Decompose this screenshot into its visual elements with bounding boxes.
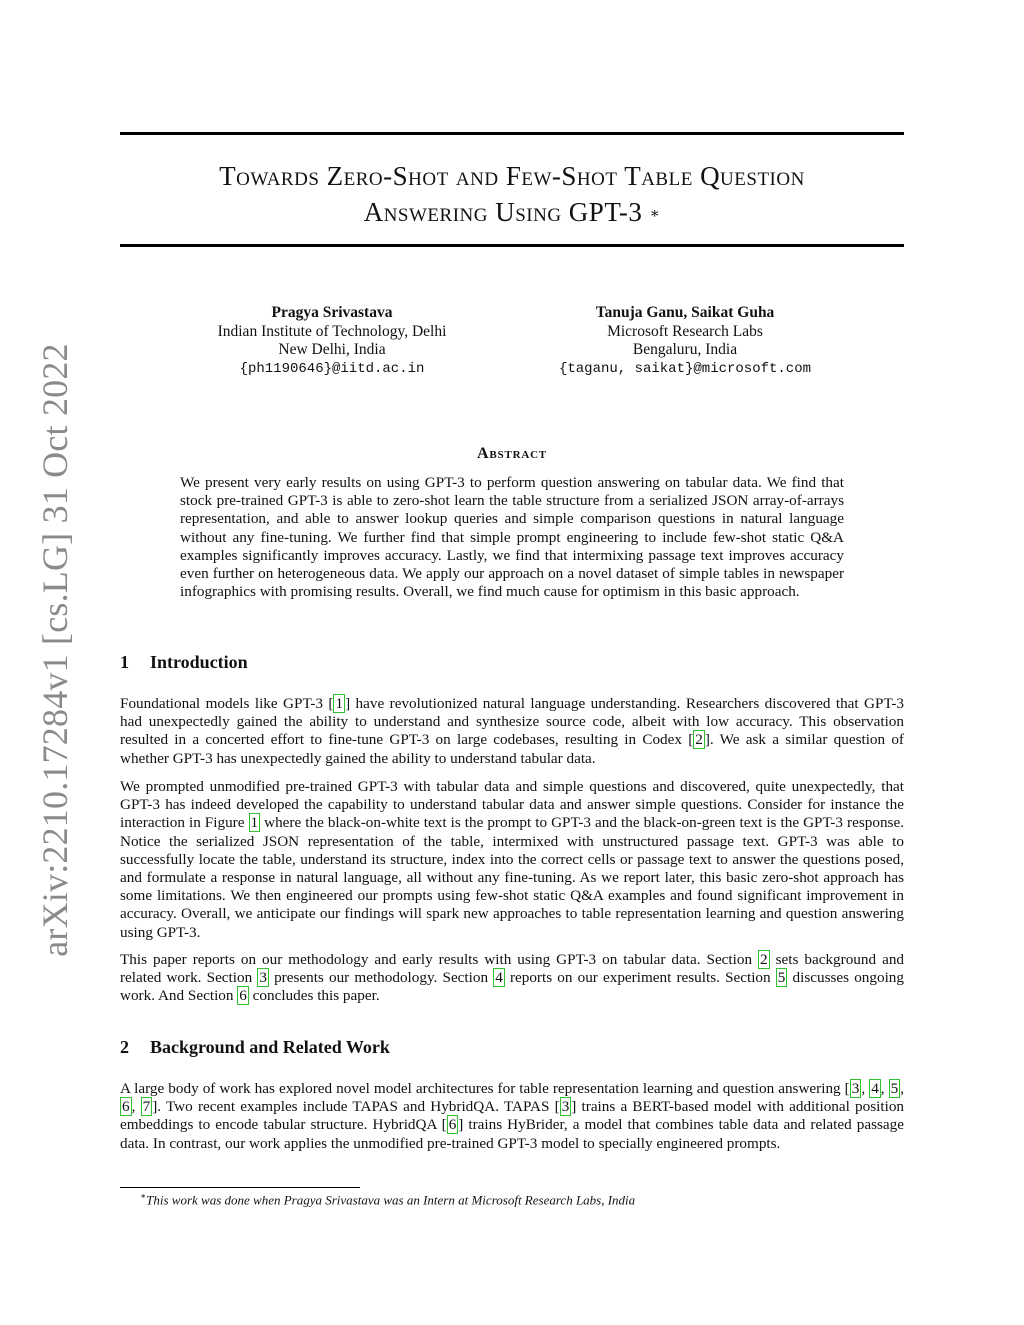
- citation-link[interactable]: 2: [695, 731, 703, 749]
- paragraph: This paper reports on our methodology and early results with using GPT-3 on tabular data. Section 2 sets background and related work. Section 3 presents our methodology. Section 4 reports on our experiment results. Section 5 discusses ongoing work. And Section 6 concludes this paper.: [120, 951, 905, 1005]
- title-rule-bottom: [120, 244, 904, 247]
- citation-link[interactable]: 4: [871, 1080, 879, 1097]
- abstract-text: We present very early results on using GPT-3 to perform question answering on tabular data. We find that stock pre-trained GPT-3 is able to zero-shot learn the table structure from a serialized JSON array-of-arrays representation, and able to answer lookup queries and simple comparison questions in natural language without any fine-tuning. We further find that simple prompt engineering to include few-shot static Q&A examples significantly improves accuracy. Lastly, we find that intermixing passage text improves accuracy even further on heterogeneous data. We apply our approach on a novel dataset of simple tables in newspaper infographics with promising results. Overall, we find much cause for optimism in this basic approach.: [180, 474, 844, 601]
- citation-link[interactable]: 6: [122, 1098, 130, 1116]
- author-name: Pragya Srivastava: [271, 304, 393, 321]
- citation-link[interactable]: 5: [890, 1080, 899, 1097]
- footnote-text: This work was done when Pragya Srivastava was an Intern at Microsoft Research Labs, India: [146, 1192, 636, 1208]
- footnote-marker: ∗: [140, 1191, 147, 1201]
- author-affiliation: Microsoft Research Labs: [607, 322, 763, 340]
- paragraph: A large body of work has explored novel model architectures for table representation learning and question answering [ 3 , 4 , 5 , 6 , 7 ]. Two recent examples include TAPAS and HybridQA. TAPAS [ 3 ] trains a BERT-based model with additional position embeddings to encode tabular structure. HybridQA [ 6 ] trains HyBrider, a model that combines table data and related passage data. In contrast, our work applies the unmodified pre-trained GPT-3 model to specially engineered prompts.: [120, 1080, 905, 1152]
- citation-link[interactable]: 1: [335, 695, 344, 712]
- section-number: 1: [120, 652, 129, 672]
- citation-link[interactable]: 3: [561, 1098, 570, 1116]
- author-name: Tanuja Ganu, Saikat Guha: [595, 304, 775, 321]
- author-email: {taganu, saikat}@microsoft.com: [558, 360, 812, 377]
- author-location: Bengaluru, India: [632, 341, 738, 358]
- section-link[interactable]: 4: [495, 969, 503, 987]
- abstract-heading: Abstract: [477, 445, 547, 462]
- section-link[interactable]: 2: [760, 951, 768, 968]
- arxiv-stamp: arXiv:2210.17284v1 [cs.LG] 31 Oct 2022: [35, 343, 75, 957]
- section-link[interactable]: 5: [777, 969, 786, 987]
- author-email: {ph1190646}@iitd.ac.in: [239, 360, 425, 377]
- title-line-1: Towards Zero-Shot and Few-Shot Table Question: [219, 161, 805, 191]
- author-location: New Delhi, India: [278, 341, 386, 358]
- citation-link[interactable]: 6: [448, 1116, 457, 1134]
- title-line-2: Answering Using GPT-3: [363, 197, 643, 227]
- footnote-rule: [120, 1187, 360, 1188]
- author-block-1: [142, 304, 522, 378]
- citation-link[interactable]: 7: [142, 1098, 151, 1116]
- title-footnote-marker[interactable]: ∗: [649, 206, 661, 222]
- section-title: Background and Related Work: [150, 1037, 390, 1057]
- section-title: Introduction: [150, 652, 248, 672]
- citation-link[interactable]: 3: [851, 1080, 860, 1097]
- author-block-2: [495, 304, 875, 378]
- paragraph: We prompted unmodified pre-trained GPT-3 with tabular data and simple questions and discovered, quite unexpectedly, that GPT-3 has indeed developed the capability to understand tabular data and answer simple questions. Consider for instance the interaction in Figure 1 where the black-on-white text is the prompt to GPT-3 and the black-on-green text is the GPT-3 response. Notice the serialized JSON representation of the table, intermixed with unstructured passage text. GPT-3 was able to successfully locate the table, understand its structure, index into the correct cells or passage text to answer the questions posed, and formulate a response in natural language, all without any fine-tuning. As we report later, this basic zero-shot approach has some limitations. We then engineered our prompts using few-shot static Q&A examples and found significant improvement in accuracy. Overall, we anticipate our findings will spark new approaches to table representation learning and question answering using GPT-3.: [120, 778, 904, 941]
- title-rule-top: [120, 132, 904, 135]
- paragraph: Foundational models like GPT-3 [ 1 ] have revolutionized natural language understanding. Researchers discovered that GPT-3 had unexpectedly gained the ability to understand and synthesize source code, albeit with low accuracy. This observation resulted in a concerted effort to fine-tune GPT-3 on large codebases, resulting in Codex [ 2 ]. We ask a similar question of whether GPT-3 has unexpectedly gained the ability to understand tabular data.: [120, 695, 904, 767]
- section-heading-background: [120, 1037, 390, 1058]
- section-link[interactable]: 6: [239, 987, 247, 1005]
- paper-title: [120, 158, 904, 230]
- section-link[interactable]: 3: [259, 969, 267, 987]
- footnote: [140, 1191, 635, 1208]
- author-affiliation: Indian Institute of Technology, Delhi: [217, 322, 447, 340]
- figure-link[interactable]: 1: [250, 814, 259, 832]
- section-number: 2: [120, 1037, 129, 1057]
- section-heading-introduction: [120, 652, 248, 673]
